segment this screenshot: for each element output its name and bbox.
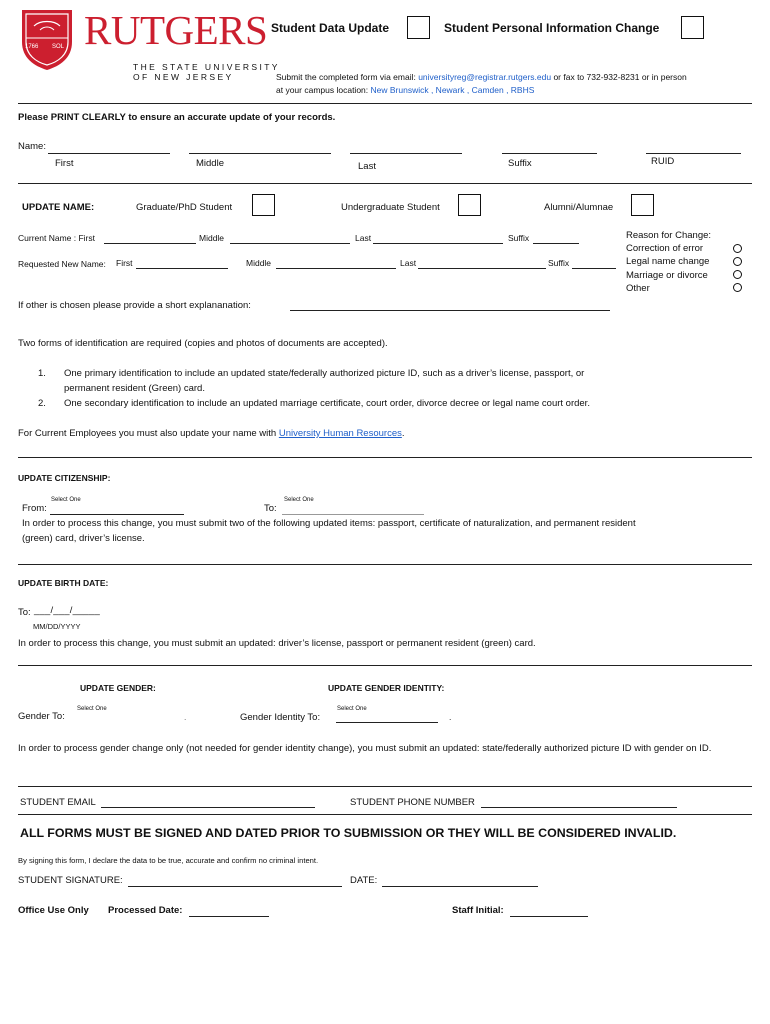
citizenship-from-field[interactable] [50, 514, 184, 515]
undergrad-student-label: Undergraduate Student [341, 202, 440, 213]
ruid-caption: RUID [651, 156, 675, 167]
signature-label: STUDENT SIGNATURE: [18, 875, 123, 886]
personal-info-change-checkbox[interactable] [681, 16, 704, 39]
reason-option-correction: Correction of error [626, 243, 704, 255]
requested-last-field[interactable] [418, 268, 546, 269]
alumni-label: Alumni/Alumnae [544, 202, 614, 213]
personal-info-change-label: Student Personal Information Change [444, 21, 660, 35]
suffix-caption: Suffix [508, 158, 532, 169]
last-caption: Last [358, 161, 376, 172]
requested-middle-label: Middle [246, 258, 272, 268]
divider [18, 665, 752, 666]
gender-field-end: . [184, 712, 187, 722]
id-item-number-2: 2. [38, 398, 46, 409]
divider [18, 786, 752, 787]
staff-initial-field[interactable] [510, 916, 588, 917]
student-phone-field[interactable] [481, 807, 677, 808]
print-clearly-note: Please PRINT CLEARLY to ensure an accurate update of your records. [18, 112, 336, 123]
campus-locations: at your campus location: New Brunswick , Newark , Camden , RBHS [276, 85, 535, 95]
divider [18, 814, 752, 815]
seal-year: 1766 [25, 44, 39, 50]
citizenship-from-select[interactable]: Select One [51, 497, 81, 503]
id-item-1: One primary identification to include an updated state/federally authorized picture ID, such as a driver’s license, passport, or permanent resident (Green) card. [64, 368, 585, 394]
grad-student-label: Graduate/PhD Student [136, 202, 233, 213]
student-email-label: STUDENT EMAIL [20, 797, 96, 808]
processed-date-field[interactable] [189, 916, 269, 917]
requested-suffix-label: Suffix [548, 258, 570, 268]
alumni-checkbox[interactable] [631, 194, 654, 216]
gender-title: UPDATE GENDER: [80, 683, 156, 693]
gender-identity-to-label: Gender Identity To: [240, 712, 321, 723]
id-item-2: One secondary identification to include an updated marriage certificate, court order, divorce decree or legal name court order. [64, 398, 590, 409]
grad-student-checkbox[interactable] [252, 194, 275, 216]
last-name-field[interactable] [350, 153, 462, 154]
ruid-field[interactable] [646, 153, 741, 154]
citizenship-title: UPDATE CITIZENSHIP: [18, 473, 111, 483]
gender-to-label: Gender To: [18, 711, 65, 722]
citizenship-to-label: To: [264, 503, 277, 514]
gender-note: In order to process gender change only (not needed for gender identity change), you must submit an updated: state/federally authorized picture ID with gender on ID. [18, 743, 712, 754]
registrar-email-link[interactable]: universityreg@registrar.rutgers.edu [418, 72, 552, 82]
reason-legal-radio[interactable] [733, 257, 742, 266]
current-suffix-label: Suffix [508, 233, 530, 243]
suffix-field[interactable] [502, 153, 597, 154]
date-label: DATE: [350, 875, 378, 886]
date-field[interactable] [382, 886, 538, 887]
processed-date-label: Processed Date: [108, 905, 183, 916]
birth-to-label: To: [18, 607, 31, 618]
student-data-update-checkbox[interactable] [407, 16, 430, 39]
current-last-label: Last [355, 233, 372, 243]
reason-option-legal: Legal name change [626, 256, 710, 268]
divider [18, 564, 752, 565]
reason-option-marriage: Marriage or divorce [626, 269, 708, 281]
gender-identity-field-end: . [449, 712, 452, 722]
signature-field[interactable] [128, 886, 342, 887]
id-intro: Two forms of identification are required (copies and photos of documents are accepted). [18, 338, 388, 349]
divider [18, 103, 752, 104]
reason-correction-radio[interactable] [733, 244, 742, 253]
middle-caption: Middle [196, 158, 224, 169]
student-phone-label: STUDENT PHONE NUMBER [350, 797, 475, 808]
logo-subtitle-2: OF NEW JERSEY [133, 72, 234, 82]
reason-title: Reason for Change: [626, 230, 712, 241]
logo-subtitle-1: THE STATE UNIVERSITY [133, 62, 280, 72]
requested-suffix-field[interactable] [572, 268, 616, 269]
first-caption: First [55, 158, 74, 169]
divider [18, 457, 752, 458]
id-item-number-1: 1. [38, 368, 46, 379]
requested-middle-field[interactable] [276, 268, 396, 269]
citizenship-to-select[interactable]: Select One [284, 497, 314, 503]
gender-identity-select[interactable]: Select One [337, 706, 367, 712]
reason-for-change [626, 229, 730, 295]
other-explanation-label: If other is chosen please provide a short explananation: [18, 300, 251, 311]
update-name-title: UPDATE NAME: [22, 202, 95, 213]
birth-date-title: UPDATE BIRTH DATE: [18, 578, 109, 588]
divider [18, 183, 752, 184]
employees-note: For Current Employees you must also update your name with University Human Resources. [18, 428, 405, 439]
other-explanation-field[interactable] [290, 310, 610, 311]
rutgers-wordmark: RUTGERS [84, 7, 268, 53]
gender-identity-field[interactable] [336, 722, 438, 723]
first-name-field[interactable] [48, 153, 170, 154]
submit-instructions: Submit the completed form via email: universityreg@registrar.rutgers.edu or fax to 732-932-8231 or in person [276, 72, 687, 82]
requested-first-field[interactable] [136, 268, 228, 269]
student-email-field[interactable] [101, 807, 315, 808]
current-middle-field[interactable] [230, 243, 350, 244]
birth-date-format: MM/DD/YYYY [33, 622, 81, 631]
hr-link[interactable]: University Human Resources [278, 428, 402, 439]
rutgers-shield-icon [20, 8, 74, 72]
current-name-first-label: Current Name : First [18, 233, 95, 243]
name-label: Name: [18, 141, 46, 152]
citizenship-note: In order to process this change, you must submit two of the following updated items: passport, certificate of naturalization, and permanent resident (green) card, driver’s license. [22, 518, 636, 544]
gender-identity-title: UPDATE GENDER IDENTITY: [328, 683, 445, 693]
birth-note: In order to process this change, you must submit an updated: driver’s license, passport or permanent resident (green) card. [18, 638, 536, 649]
requested-last-label: Last [400, 258, 417, 268]
reason-marriage-radio[interactable] [733, 270, 742, 279]
current-last-field[interactable] [373, 243, 503, 244]
birth-date-field[interactable]: ___/___/_____ [34, 605, 100, 616]
invalid-warning: ALL FORMS MUST BE SIGNED AND DATED PRIOR TO SUBMISSION OR THEY WILL BE CONSIDERED INVALID. [20, 826, 677, 840]
office-use-label: Office Use Only [18, 905, 89, 916]
reason-other-radio[interactable] [733, 283, 742, 292]
declaration: By signing this form, I declare the data to be true, accurate and confirm no criminal intent. [18, 856, 319, 865]
current-middle-label: Middle [199, 233, 225, 243]
reason-option-other: Other [626, 282, 650, 294]
gender-select[interactable]: Select One [77, 706, 107, 712]
requested-first-label: First [116, 258, 133, 268]
current-first-field[interactable] [104, 243, 196, 244]
requested-name-label: Requested New Name: [18, 259, 106, 269]
citizenship-from-label: From: [22, 503, 47, 514]
seal-motto: SOL [52, 44, 65, 50]
current-suffix-field[interactable] [533, 243, 579, 244]
student-data-update-label: Student Data Update [271, 21, 390, 35]
citizenship-to-field[interactable] [282, 514, 424, 515]
staff-initial-label: Staff Initial: [452, 905, 504, 916]
campus-list: New Brunswick , Newark , Camden , RBHS [370, 85, 535, 95]
undergrad-student-checkbox[interactable] [458, 194, 481, 216]
middle-name-field[interactable] [189, 153, 331, 154]
